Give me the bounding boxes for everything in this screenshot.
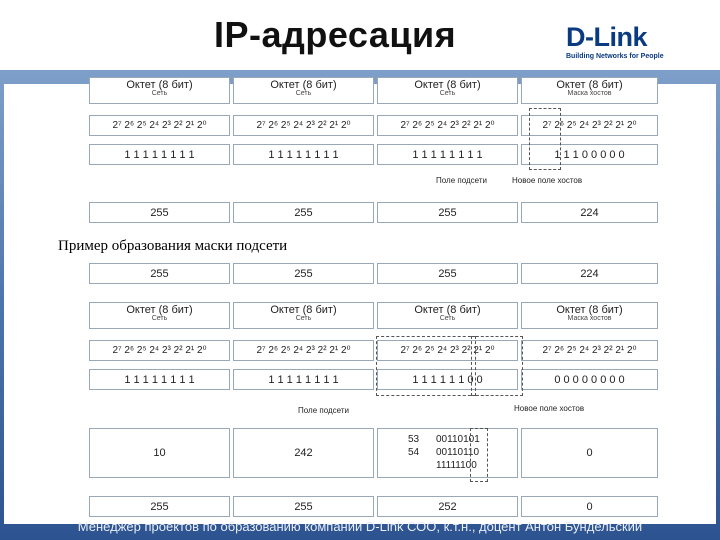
octet-label: Октет (8 бит) [126,79,193,91]
decimal-value: 0 [521,496,658,517]
mask-bits: 1 1 1 1 1 1 1 1 [377,144,518,165]
new-host-field-label: Новое поле хостов [512,176,583,185]
bit-powers: 2⁷ 2⁶ 2⁵ 2⁴ 2³ 2² 2¹ 2⁰ [521,115,658,136]
net-label: Сеть [151,90,168,97]
octet-label: Октет (8 бит) [270,79,337,91]
subnet-field-marker [376,336,476,396]
octet-label: Октет (8 бит) [270,304,337,316]
decimal-value: 255 [233,202,374,223]
subnet-field-marker [529,108,561,170]
decimal-value: 242 [233,428,374,478]
octet-label: Октет (8 бит) [556,304,623,316]
dec-54: 54 [408,447,420,458]
decimal-value: 224 [521,263,658,284]
decimal-value: 255 [377,263,518,284]
decimal-value: 0 [521,428,658,478]
subnet-field-label: Поле подсети [436,176,487,185]
new-host-bits-marker [470,428,488,482]
logo-main: D-Link [566,22,647,52]
net-label: Сеть [439,90,456,97]
decimal-value: 10 [89,428,230,478]
decimal-value: 255 [89,263,230,284]
octet-header [89,302,230,329]
dec-53: 53 [408,434,420,445]
binary-calc-cell [377,428,518,478]
bit-powers: 2⁷ 2⁶ 2⁵ 2⁴ 2³ 2² 2¹ 2⁰ [377,340,518,361]
slide-title: IP-адресация [214,14,457,55]
mask-bits: 1 1 1 1 1 1 1 1 [89,144,230,165]
octet-label: Октет (8 бит) [126,304,193,316]
decimal-value: 255 [233,263,374,284]
bit-powers: 2⁷ 2⁶ 2⁵ 2⁴ 2³ 2² 2¹ 2⁰ [89,340,230,361]
mask-bits: 1 1 1 1 1 1 0 0 [377,369,518,390]
header [0,0,720,70]
mask-bits: 0 0 0 0 0 0 0 0 [521,369,658,390]
subnet-field-label: Поле подсети [298,406,349,415]
mask-bits: 1 1 1 1 1 1 1 1 [89,369,230,390]
mask-bits: 1 1 1 1 1 1 1 1 [233,144,374,165]
new-host-field-marker [471,336,523,396]
decimal-value: 224 [521,202,658,223]
octet-header [233,302,374,329]
decimal-value: 252 [377,496,518,517]
octet-header [377,77,518,104]
bit-powers: 2⁷ 2⁶ 2⁵ 2⁴ 2³ 2² 2¹ 2⁰ [521,340,658,361]
octet-header [377,302,518,329]
net-label: Сеть [439,315,456,322]
dlink-logo [566,24,686,60]
net-label: Сеть [295,315,312,322]
octet-label: Октет (8 бит) [556,79,623,91]
new-host-field-label: Новое поле хостов [514,404,585,413]
octet-label: Октет (8 бит) [414,79,481,91]
hosts-label: Маска хостов [567,315,612,322]
bit-powers: 2⁷ 2⁶ 2⁵ 2⁴ 2³ 2² 2¹ 2⁰ [89,115,230,136]
decimal-value: 255 [377,202,518,223]
octet-header [89,77,230,104]
mask-bits: 1 1 1 1 1 1 1 1 [233,369,374,390]
net-label: Сеть [295,90,312,97]
octet-header [233,77,374,104]
decimal-value: 255 [233,496,374,517]
decimal-value: 255 [89,202,230,223]
bit-powers: 2⁷ 2⁶ 2⁵ 2⁴ 2³ 2² 2¹ 2⁰ [233,115,374,136]
bin-mask: 11111100 [436,460,477,471]
net-label: Сеть [151,315,168,322]
bit-powers: 2⁷ 2⁶ 2⁵ 2⁴ 2³ 2² 2¹ 2⁰ [233,340,374,361]
octet-header [521,302,658,329]
bin-54: 00110110 [436,447,480,458]
decimal-value: 255 [89,496,230,517]
logo-tagline: Building Networks for People [566,53,664,60]
hosts-label: Маска хостов [567,90,612,97]
bin-53: 00110101 [436,434,480,445]
bit-powers: 2⁷ 2⁶ 2⁵ 2⁴ 2³ 2² 2¹ 2⁰ [377,115,518,136]
octet-label: Октет (8 бит) [414,304,481,316]
caption: Пример образования маски подсети [58,238,288,254]
mask-bits: 1 1 1 0 0 0 0 0 [521,144,658,165]
octet-header [521,77,658,104]
footer-text: Менеджер проектов по образованию компании D-Link СОО, к.т.н., доцент Антон Бундельский [77,519,643,534]
